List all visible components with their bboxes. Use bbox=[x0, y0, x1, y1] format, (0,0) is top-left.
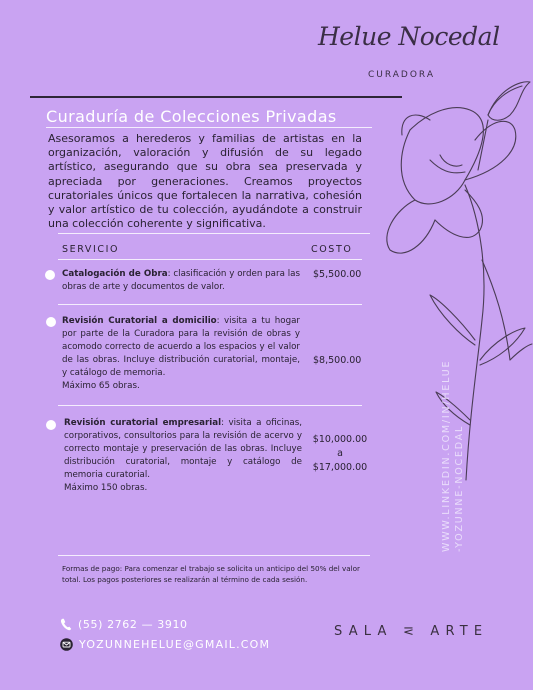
service-cost: $8,500.00 bbox=[313, 355, 362, 366]
service-limit: Máximo 150 obras. bbox=[64, 483, 148, 493]
service-limit: Máximo 65 obras. bbox=[62, 381, 140, 391]
contact-phone[interactable] bbox=[60, 618, 188, 631]
payment-note: Formas de pago: Para comenzar el trabajo se solicita un anticipo del 50% del valor total. Los pagos posteriores se realizarán al término de cada sesión. bbox=[62, 564, 360, 584]
email-icon bbox=[60, 638, 73, 651]
service-cost-range bbox=[312, 433, 368, 475]
cost-separator: a bbox=[337, 448, 343, 459]
table-header-divider bbox=[58, 259, 362, 260]
row-bullet-icon bbox=[46, 420, 56, 430]
service-name: Catalogación de Obra bbox=[62, 269, 168, 279]
header-divider bbox=[30, 96, 402, 98]
service-name: Revisión curatorial empresarial bbox=[64, 418, 222, 428]
social-link-line2: -YOZUNNE-NOCEDAL bbox=[454, 424, 465, 552]
partner-logo: SALA ⋜ ARTE bbox=[334, 624, 489, 639]
service-description: : visita a tu hogar por parte de la Curadora para la revisión de obras y acomodo correcto de acuerdo a los espacios y el valor de las obras. Incluye distribución curatorial, montaje, y catálogo de memoria. bbox=[62, 316, 300, 378]
row-bullet-icon bbox=[45, 270, 55, 280]
social-link[interactable] bbox=[440, 360, 466, 552]
brand-logo bbox=[318, 20, 498, 90]
table-row-service bbox=[64, 417, 302, 495]
row-bullet-icon bbox=[46, 317, 56, 327]
brand-role: CURADORA bbox=[368, 70, 435, 80]
email-address: YOZUNNEHELUE@GMAIL.COM bbox=[79, 638, 271, 651]
service-name: Revisión Curatorial a domicilio bbox=[62, 316, 217, 326]
row-divider bbox=[58, 405, 362, 406]
phone-icon bbox=[60, 618, 72, 631]
phone-number: (55) 2762 — 3910 bbox=[78, 618, 188, 631]
cost-to: $17,000.00 bbox=[312, 462, 368, 473]
column-header-cost: COSTO bbox=[311, 244, 353, 255]
brand-name: Helue Nocedal bbox=[318, 22, 500, 51]
service-cost: $5,500.00 bbox=[313, 269, 362, 280]
intro-paragraph: Asesoramos a herederos y familias de artistas en la organización, valoración y difusión de su legado artístico, asegurando que su obra sea preservada y apreciada por generaciones. Creamos proyectos curatoriales únicos que fortalecen la narrativa, cohesión y valor artístico de tu colección, ayudándote a construir una colección coherente y significativa. bbox=[48, 132, 362, 231]
service-description: : clasificación y orden para las obras de arte y documentos de valor. bbox=[62, 269, 300, 292]
table-bottom-divider bbox=[58, 555, 370, 556]
cost-from: $10,000.00 bbox=[312, 434, 368, 445]
table-row-service bbox=[62, 268, 300, 294]
page-title: Curaduría de Colecciones Privadas bbox=[46, 107, 337, 126]
column-header-service: SERVICIO bbox=[62, 244, 120, 255]
row-divider bbox=[58, 304, 362, 305]
social-link-line1: WWW.LINKEDIN.COM/IN/HELUE bbox=[441, 359, 452, 552]
title-underline bbox=[46, 127, 372, 128]
contact-email[interactable] bbox=[60, 638, 270, 651]
service-description: : visita a oficinas, corporativos, consultorios para la revisión de acervo y correcto montaje y preservación de las obras. Incluye distribución curatorial, montaje y catálogo de memoria curatorial. bbox=[64, 418, 302, 480]
table-top-divider bbox=[58, 233, 370, 234]
table-row-service bbox=[62, 315, 300, 393]
